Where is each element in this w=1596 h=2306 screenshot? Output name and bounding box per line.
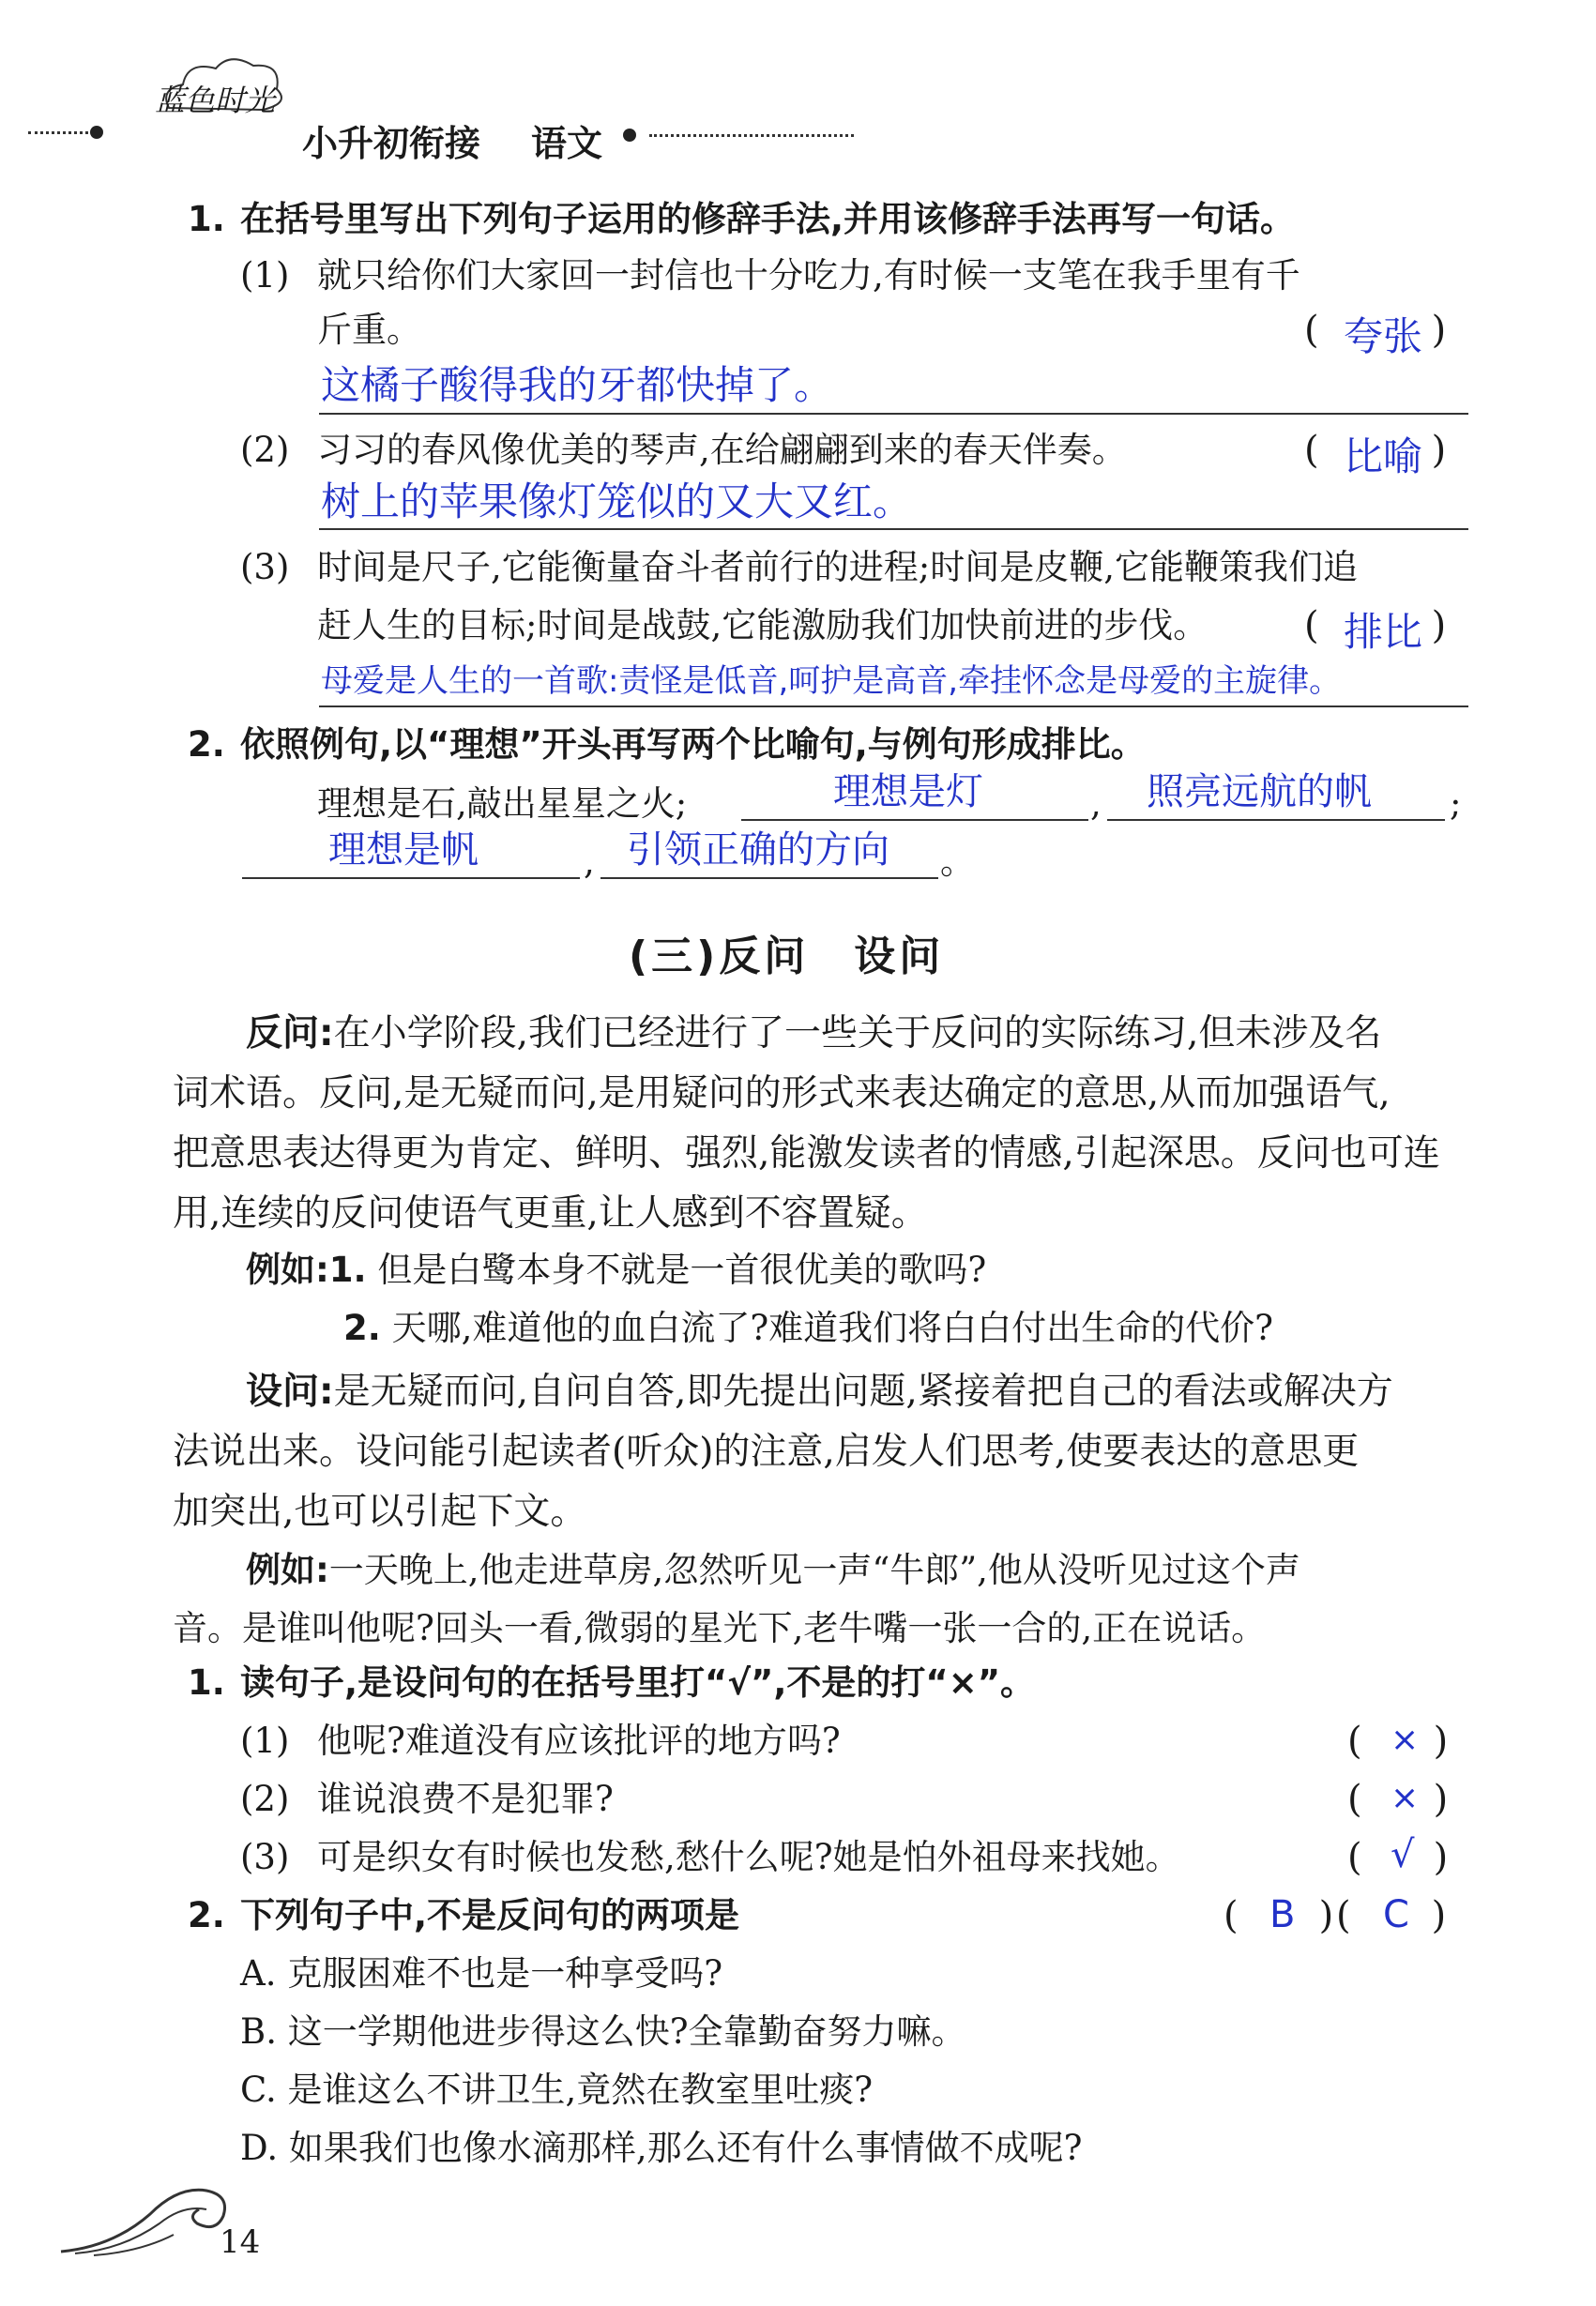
s2-q1-item2-text: 谁说浪费不是犯罪? (317, 1779, 614, 1819)
s1-q1-item1-written[interactable]: 这橘子酸得我的牙都快掉了。 (321, 362, 834, 408)
s1-q2-blank2-line (1107, 819, 1445, 821)
fanwen-label: 反问: (246, 1012, 334, 1054)
fanwen-example1 (246, 1250, 986, 1291)
s1-q2-comma1: , (1090, 783, 1102, 824)
s1-q1-item1-line (319, 413, 1468, 415)
s1-q2-blank4-line (600, 877, 938, 879)
s2-q2-paren2: ( ) (1336, 1894, 1447, 1937)
s1-q1-item3-answer-paren: ( ) (1304, 604, 1447, 647)
s2-q2-prompt: 下列句子中,不是反问句的两项是 (240, 1895, 740, 1935)
s1-q1-item3-answer[interactable]: 排比 (1344, 609, 1423, 655)
s2-q1-number: 1. (188, 1662, 225, 1703)
s2-q1-item1-text: 他呢?难道没有应该批评的地方吗? (317, 1721, 841, 1761)
fanwen-line1 (246, 1011, 1381, 1056)
fanwen-example-label: 例如: (246, 1250, 329, 1290)
s1-q2-blank3[interactable]: 理想是帆 (328, 828, 479, 872)
shewen-text1: 是无疑而问,自问自答,即先提出问题,紧接着把自己的看法或解决方 (333, 1371, 1393, 1413)
s2-q2-option-d: D. 如果我们也像水滴那样,那么还有什么事情做不成呢? (240, 2128, 1083, 2168)
s2-q2-option-c: C. 是谁这么不讲卫生,竟然在教室里吐痰? (240, 2070, 874, 2110)
s1-q1-item3-line1: 时间是尺子,它能衡量奋斗者前行的进程;时间是皮鞭,它能鞭策我们追 (317, 547, 1358, 587)
fanwen-example2 (343, 1308, 1273, 1349)
header-right-dots (649, 134, 854, 137)
s1-q1-item1-answer[interactable]: 夸张 (1344, 313, 1423, 359)
header-left-bullet (90, 126, 103, 139)
header-right-bullet (623, 129, 636, 142)
shewen-example-label: 例如: (246, 1550, 329, 1590)
shewen-line2: 法说出来。设问能引起读者(听众)的注意,启发人们思考,使要表达的意思更 (173, 1431, 1360, 1473)
s1-q1-item1-line1: 就只给你们大家回一封信也十分吃力,有时候一支笔在我手里有千 (317, 255, 1300, 296)
s1-q2-blank1[interactable]: 理想是灯 (833, 770, 983, 813)
fanwen-ex1: 但是白鹭本身不就是一首很优美的歌吗? (377, 1250, 987, 1290)
s1-q1-item3-line (319, 705, 1468, 707)
header-left-dots (28, 131, 94, 134)
s1-q2-prompt: 依照例句,以“理想”开头再写两个比喻句,与例句形成排比。 (240, 724, 1146, 765)
s1-q1-item1-answer-paren: ( ) (1304, 309, 1447, 352)
shewen-line1 (246, 1370, 1393, 1415)
s2-q2-option-b: B. 这一学期他进步得这么快?全靠勤奋努力嘛。 (240, 2011, 966, 2052)
s1-q1-item3-written[interactable]: 母爱是人生的一首歌:责怪是低音,呵护是高音,牵挂怀念是母爱的主旋律。 (321, 662, 1342, 700)
s2-q2-option-a: A. 克服困难不也是一种享受吗? (240, 1953, 723, 1994)
s2-q2-answer2[interactable]: C (1383, 1893, 1409, 1936)
s1-q1-item1-line2: 斤重。 (317, 310, 421, 350)
shewen-line3: 加突出,也可以引起下文。 (173, 1491, 587, 1533)
s1-q1-item3-line2: 赶人生的目标;时间是战鼓,它能激励我们加快前进的步伐。 (317, 605, 1208, 645)
fanwen-line2: 词术语。反问,是无疑而问,是用疑问的形式来表达确定的意思,从而加强语气, (173, 1072, 1391, 1115)
s2-q1-item3-num: (3) (240, 1837, 290, 1877)
shewen-example-line2: 音。是谁叫他呢?回头一看,微弱的星光下,老牛嘴一张一合的,正在说话。 (173, 1608, 1267, 1648)
s1-q2-blank3-line (242, 877, 580, 879)
header-title: 小升初衔接 (302, 123, 481, 164)
s2-q2-answer1[interactable]: B (1269, 1893, 1296, 1936)
page-number: 14 (220, 2223, 261, 2261)
s1-q1-item2-line (319, 528, 1468, 530)
s2-q1-item1-paren: ( ) (1347, 1720, 1449, 1763)
s1-q2-semicolon: ; (1450, 783, 1462, 824)
shewen-example-line1 (246, 1550, 1300, 1591)
wave-decoration-icon (56, 2158, 244, 2261)
s2-q1-item2-answer[interactable]: × (1391, 1779, 1420, 1817)
s2-q1-item2-num: (2) (240, 1779, 290, 1819)
s1-q2-blank2[interactable]: 照亮远航的帆 (1147, 770, 1372, 813)
s1-q1-number: 1. (188, 199, 225, 239)
s1-q1-item3-num: (3) (240, 547, 290, 587)
s1-q1-item2-answer-paren: ( ) (1304, 429, 1447, 472)
s2-q1-item1-num: (1) (240, 1721, 290, 1761)
s2-q1-item2-paren: ( ) (1347, 1778, 1449, 1821)
s1-q2-comma2: , (584, 842, 595, 882)
s1-q1-prompt: 在括号里写出下列句子运用的修辞手法,并用该修辞手法再写一句话。 (240, 199, 1296, 239)
header-subject: 语文 (531, 123, 603, 164)
s2-q1-prompt: 读句子,是设问句的在括号里打“√”,不是的打“×”。 (240, 1662, 1036, 1703)
s1-q2-example: 理想是石,敲出星星之火; (317, 783, 688, 824)
s2-q1-item1-answer[interactable]: × (1391, 1721, 1420, 1759)
s1-q1-item1-num: (1) (240, 255, 290, 296)
s1-q2-period: 。 (940, 842, 975, 882)
fanwen-ex1-num: 1. (328, 1250, 367, 1290)
fanwen-ex2: 天哪,难道他的血白流了?难道我们将白白付出生命的代价? (391, 1308, 1274, 1348)
s1-q2-number: 2. (188, 724, 225, 765)
s1-q1-item2-num: (2) (240, 430, 290, 470)
shewen-ex1: 一天晚上,他走进草房,忽然听见一声“牛郎”,他从没听见过这个声 (328, 1550, 1300, 1590)
s2-q1-item3-answer[interactable]: √ (1391, 1833, 1415, 1876)
fanwen-text1: 在小学阶段,我们已经进行了一些关于反问的实际练习,但未涉及名 (333, 1012, 1382, 1054)
s1-q1-item2-line1: 习习的春风像优美的琴声,在给翩翩到来的春天伴奏。 (317, 430, 1127, 470)
fanwen-line4: 用,连续的反问使语气更重,让人感到不容置疑。 (173, 1192, 928, 1235)
s2-q2-paren1: ( ) (1224, 1894, 1334, 1937)
s2-q1-item3-paren: ( ) (1347, 1836, 1449, 1879)
fanwen-line3: 把意思表达得更为肯定、鲜明、强烈,能激发读者的情感,引起深思。反问也可连 (173, 1132, 1440, 1175)
s1-q2-blank4[interactable]: 引领正确的方向 (627, 828, 889, 872)
s1-q1-item2-answer[interactable]: 比喻 (1344, 433, 1423, 479)
shewen-label: 设问: (246, 1371, 334, 1413)
s2-q1-item3-text: 可是织女有时候也发愁,愁什么呢?她是怕外祖母来找她。 (317, 1837, 1180, 1877)
fanwen-ex2-num: 2. (343, 1308, 381, 1348)
logo-text: 蓝色时光 (155, 83, 276, 118)
s2-q2-number: 2. (188, 1895, 225, 1935)
section-title: (三)反问 设问 (629, 933, 945, 980)
s1-q1-item2-written[interactable]: 树上的苹果像灯笼似的又大又红。 (321, 478, 913, 524)
